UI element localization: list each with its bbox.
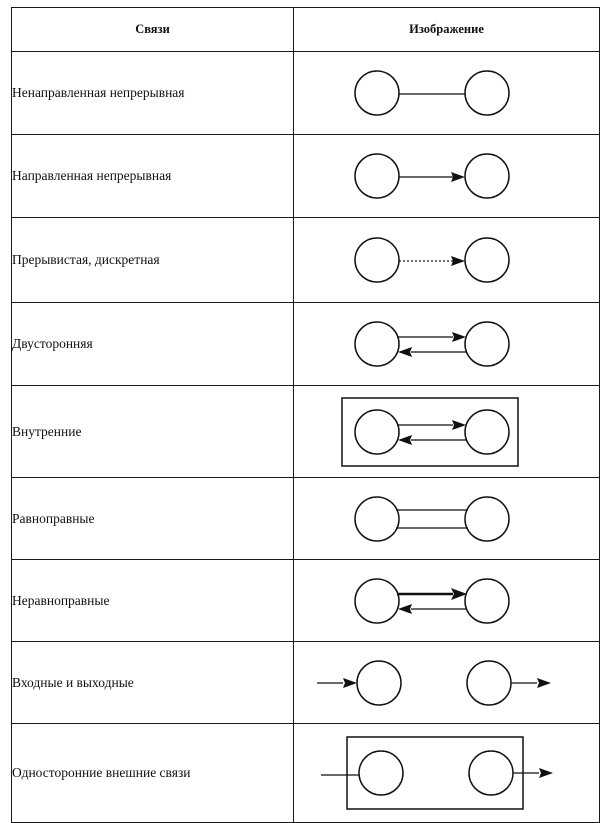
links-table bbox=[11, 7, 600, 823]
row-label: Ненаправленная непрерывная bbox=[12, 52, 294, 135]
row-label: Равноправные bbox=[12, 478, 294, 560]
row-image bbox=[294, 724, 600, 823]
table-row bbox=[12, 478, 600, 560]
one-way-external-link-icon bbox=[297, 733, 597, 813]
dashed-discrete-link-icon bbox=[297, 230, 597, 290]
table-row bbox=[12, 642, 600, 724]
table-row bbox=[12, 560, 600, 642]
input-output-link-icon bbox=[297, 653, 597, 713]
table-row bbox=[12, 724, 600, 823]
internal-link-icon bbox=[297, 395, 597, 469]
row-label: Односторонние внешние связи bbox=[12, 724, 294, 823]
header-image: Изображение bbox=[294, 8, 600, 52]
row-image bbox=[294, 386, 600, 478]
row-image bbox=[294, 478, 600, 560]
row-label: Внутренние bbox=[12, 386, 294, 478]
undirected-continuous-link-icon bbox=[297, 63, 597, 123]
row-image bbox=[294, 642, 600, 724]
table-row bbox=[12, 218, 600, 303]
row-image bbox=[294, 135, 600, 218]
row-label: Входные и выходные bbox=[12, 642, 294, 724]
unequal-link-icon bbox=[297, 571, 597, 631]
bidirectional-link-icon bbox=[297, 314, 597, 374]
row-image bbox=[294, 52, 600, 135]
table-row bbox=[12, 303, 600, 386]
directed-continuous-link-icon bbox=[297, 146, 597, 206]
row-image bbox=[294, 303, 600, 386]
row-image bbox=[294, 560, 600, 642]
row-label: Прерывистая, дискретная bbox=[12, 218, 294, 303]
table-row bbox=[12, 52, 600, 135]
table-row bbox=[12, 386, 600, 478]
row-image bbox=[294, 218, 600, 303]
header-row bbox=[12, 8, 600, 52]
header-links: Связи bbox=[12, 8, 294, 52]
row-label: Неравноправные bbox=[12, 560, 294, 642]
row-label: Двусторонняя bbox=[12, 303, 294, 386]
table-row bbox=[12, 135, 600, 218]
row-label: Направленная непрерывная bbox=[12, 135, 294, 218]
equal-link-icon bbox=[297, 489, 597, 549]
